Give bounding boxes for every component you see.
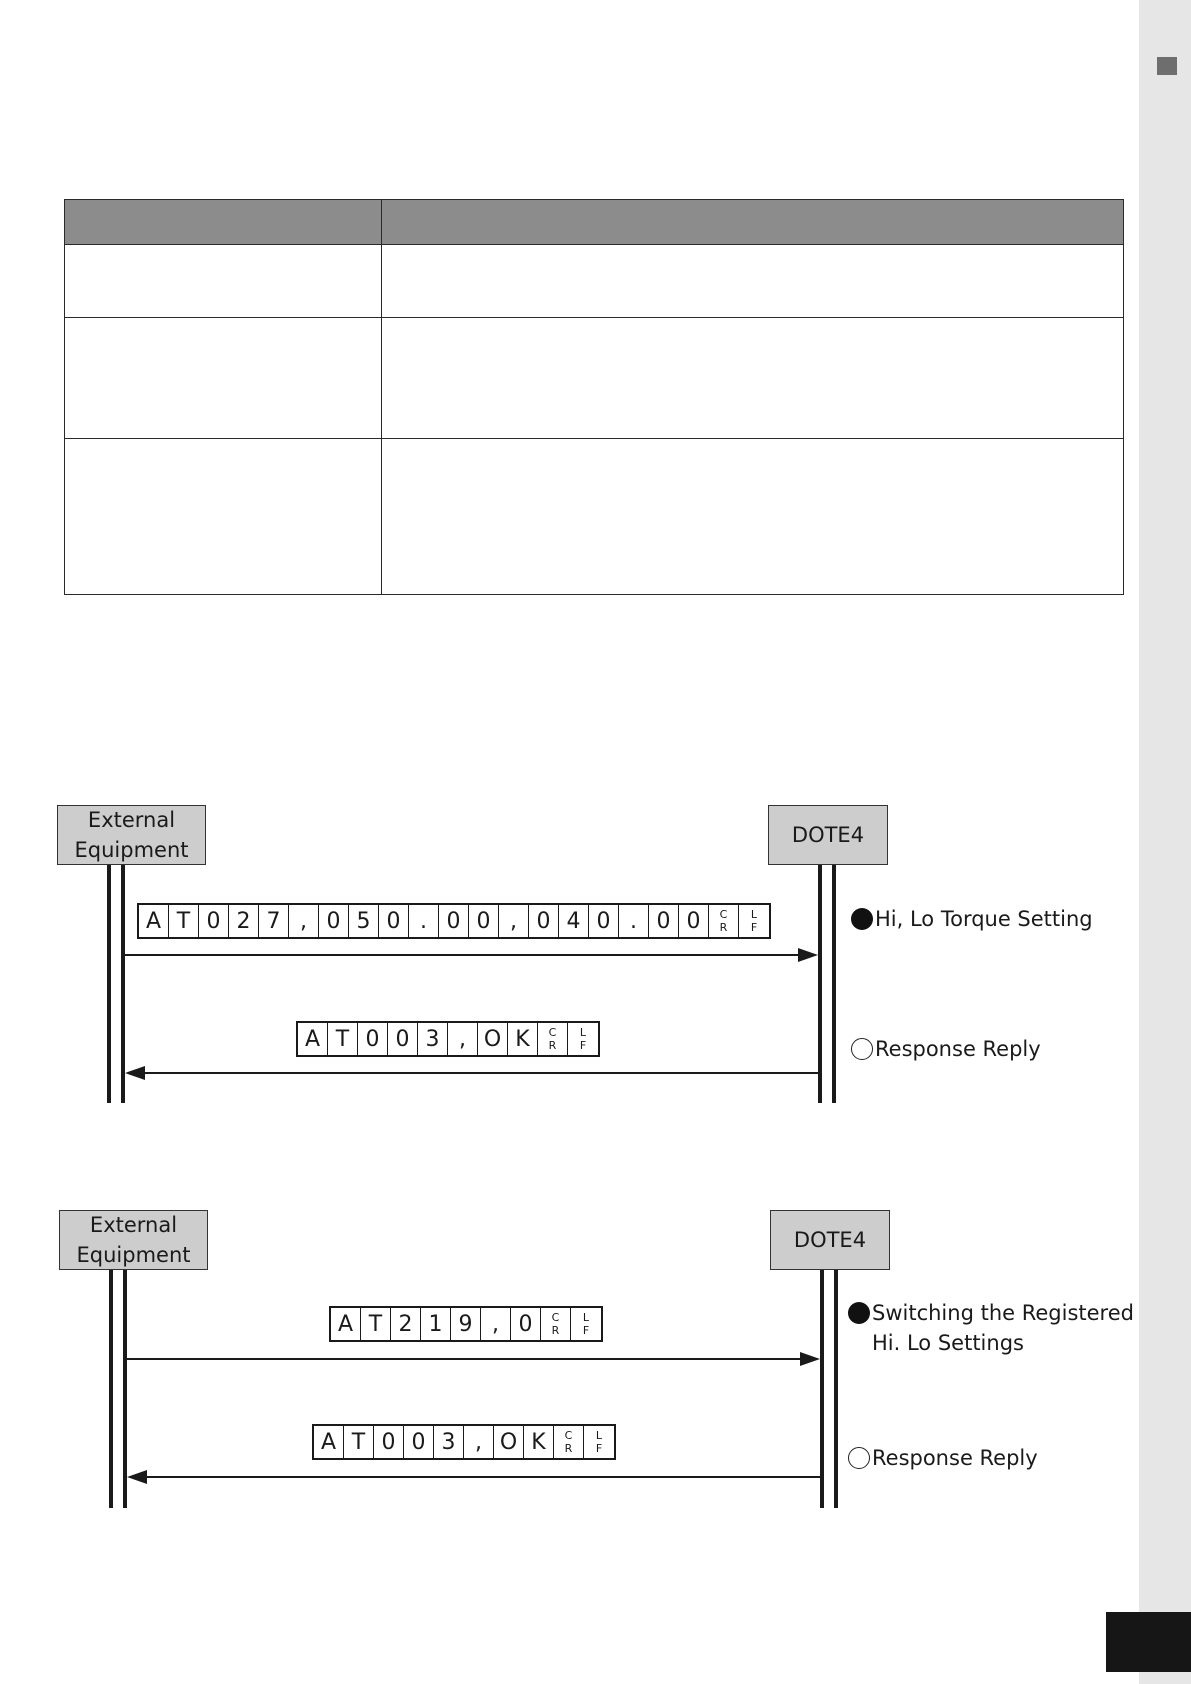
message-char-cell: 0 [589,905,619,937]
message-label: Hi, Lo Torque Setting [851,904,1093,934]
side-strip [1139,0,1191,1684]
arrow-line [146,1476,820,1478]
message-char-cell: A [314,1426,344,1458]
response-message [312,1424,616,1460]
message-char-cell: T [169,905,199,937]
message-char-cell: 5 [349,905,379,937]
message-char-cell: 7 [259,905,289,937]
message-char-cell: . [409,905,439,937]
message-char-cell: T [328,1023,358,1055]
command-message [329,1306,603,1342]
message-label: Response Reply [851,1034,1041,1064]
message-char-cell: , [464,1426,494,1458]
filled-circle-icon [848,1302,870,1324]
message-char-cell: , [448,1023,478,1055]
lifeline [109,1270,113,1508]
message-char-cell: 0 [388,1023,418,1055]
arrow-head-left-icon [127,1470,147,1484]
message-char-cell: 0 [319,905,349,937]
message-char-cell: L F [750,908,758,934]
message-char-cell: 0 [511,1308,541,1340]
message-char-cell: 0 [679,905,709,937]
message-char-cell: A [139,905,169,937]
external-equipment-box: External Equipment [57,805,206,865]
message-char-cell: 2 [391,1308,421,1340]
lifeline [834,1270,838,1508]
message-char-cell: 0 [379,905,409,937]
message-char-cell: C R [541,1308,571,1340]
section-marker [1157,57,1177,75]
message-char-cell: L F [595,1429,603,1455]
message-char-cell: 0 [439,905,469,937]
message-char-cell: 1 [421,1308,451,1340]
message-char-cell: K [524,1426,554,1458]
message-char-cell: K [508,1023,538,1055]
message-char-cell: 3 [418,1023,448,1055]
lifeline [820,1270,824,1508]
message-char-cell: 9 [451,1308,481,1340]
arrow-line [127,1358,802,1360]
message-char-cell: 0 [469,905,499,937]
message-char-cell: 0 [358,1023,388,1055]
message-char-cell: 0 [649,905,679,937]
message-char-cell: A [331,1308,361,1340]
message-char-cell: 0 [374,1426,404,1458]
message-char-cell: , [289,905,319,937]
message-char-cell: 3 [434,1426,464,1458]
message-char-cell: . [619,905,649,937]
message-char-cell: 0 [404,1426,434,1458]
message-label: Response Reply [848,1443,1038,1473]
message-char-cell: T [344,1426,374,1458]
dote4-box: DOTE4 [770,1210,890,1270]
dote4-box: DOTE4 [768,805,888,865]
message-char-cell: L F [582,1311,590,1337]
message-char-cell: T [361,1308,391,1340]
message-char-cell: C R [538,1023,568,1055]
message-char-cell: 0 [199,905,229,937]
message-label: Switching the Registered Hi. Lo Settings [848,1298,1134,1358]
external-equipment-box: External Equipment [59,1210,208,1270]
message-char-cell: C R [554,1426,584,1458]
message-char-cell: , [481,1308,511,1340]
message-char-cell: O [494,1426,524,1458]
message-char-cell: O [478,1023,508,1055]
hollow-circle-icon [848,1447,870,1469]
message-char-cell: 4 [559,905,589,937]
message-char-cell: 0 [529,905,559,937]
message-char-cell: C R [709,905,739,937]
message-char-cell: 2 [229,905,259,937]
arrow-head-right-icon [800,1352,820,1366]
message-char-cell: , [499,905,529,937]
message-char-cell: L F [579,1026,587,1052]
message-char-cell: A [298,1023,328,1055]
